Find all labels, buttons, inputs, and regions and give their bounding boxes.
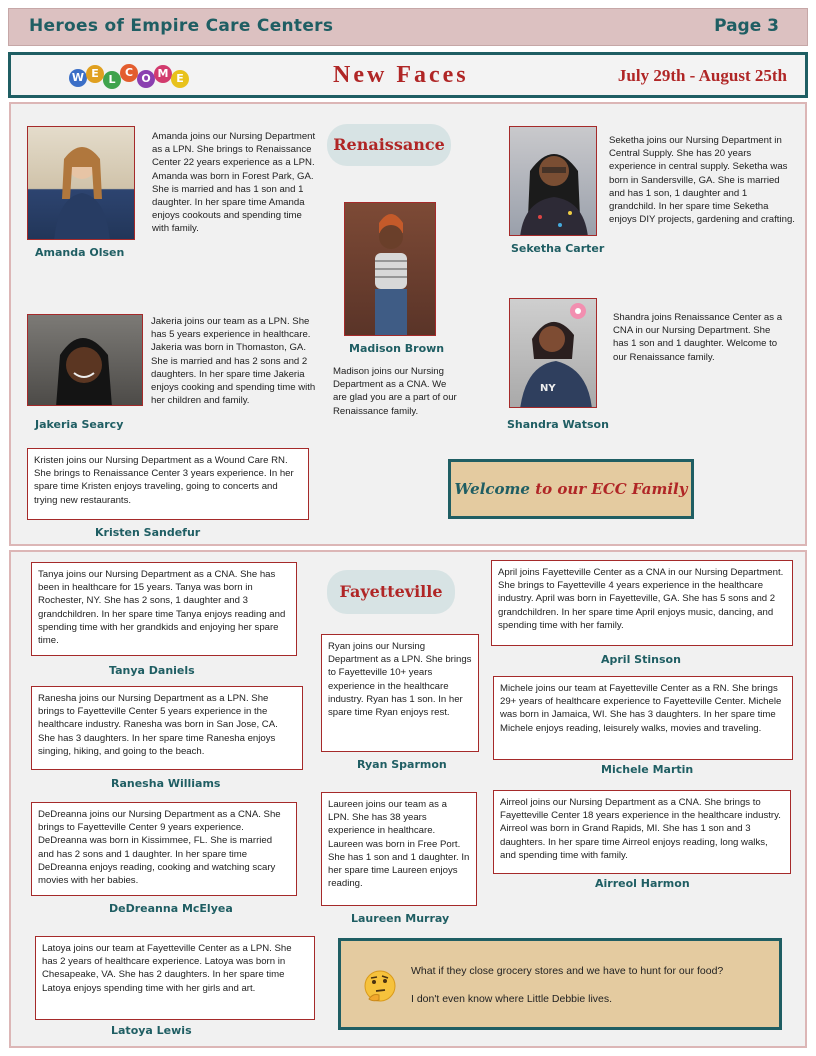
welcome-letter: L [103, 71, 121, 89]
april-name: April Stinson [601, 653, 681, 666]
dedreanna-bio: DeDreanna joins our Nursing Department as a CNA. She brings to Fayetteville Center 9 years experience. DeDreanna was born in Kissimmee, FL. She is married and has 2 sons and 1 daughter. In her spare time DeDreanna enjoys reading, cooking and watching scary movies with her babies. [31, 802, 297, 896]
welcome-letter: W [69, 69, 87, 87]
seketha-name: Seketha Carter [511, 242, 605, 255]
joke-box [338, 938, 782, 1030]
ryan-bio: Ryan joins our Nursing Department as a LPN. She brings to Fayetteville 10+ years experience in the healthcare industry. Ryan has 1 son. In her spare time Ryan enjoys rest. [321, 634, 479, 752]
ranesha-name: Ranesha Williams [111, 777, 221, 790]
jakeria-bio: Jakeria joins our team as a LPN. She has 5 years experience in healthcare. Jakeria was born in Thomaston, GA. She is married and has 2 sons and 2 daughters. In her spare time Jakeria enjoys cooking and spending time with her children and family. [151, 316, 316, 407]
page-title: New Faces [333, 62, 469, 88]
shandra-name: Shandra Watson [507, 418, 609, 431]
welcome-letter: O [137, 70, 155, 88]
michele-name: Michele Martin [601, 763, 694, 776]
welcome-letter: E [86, 65, 104, 83]
madison-name: Madison Brown [349, 342, 445, 355]
madison-bio: Madison joins our Nursing Department as a CNA. We are glad you are a part of our Renaissance family. [333, 366, 457, 417]
dedreanna-name: DeDreanna McElyea [109, 902, 233, 915]
portrait-icon [345, 203, 436, 336]
newsletter-header [8, 8, 808, 46]
tanya-bio: Tanya joins our Nursing Department as a CNA. She has been in healthcare for 15 years. Tanya was born in Rochester, NY. She has 2 sons, 1 daughter and 3 grandchildren. In her spare time Tanya enjoys reading and spending time with her grandkids and enjoying her spare time. [31, 562, 297, 656]
amanda-name: Amanda Olsen [35, 246, 125, 259]
fayetteville-section [9, 550, 807, 1048]
kristen-bio: Kristen joins our Nursing Department as a Wound Care RN. She brings to Renaissance Center 3 years experience. In her spare time Kristen enjoys traveling, going to concerts and trying new restaurants. [27, 448, 309, 520]
portrait-icon [28, 315, 143, 406]
welcome-balloons [69, 63, 199, 91]
ryan-name: Ryan Sparmon [357, 758, 447, 771]
fayetteville-heading: Fayetteville [327, 570, 455, 614]
ecc-welcome-text-2: to [535, 480, 558, 498]
laureen-name: Laureen Murray [351, 912, 450, 925]
seketha-photo [509, 126, 597, 236]
renaissance-heading: Renaissance [327, 124, 451, 166]
joke-line-1: What if they close grocery stores and we have to hunt for our food? [411, 965, 724, 977]
tanya-name: Tanya Daniels [109, 664, 195, 677]
latoya-bio: Latoya joins our team at Fayetteville Center as a LPN. She has 2 years of healthcare experience. Latoya was born in Chesapeake, VA. She has 2 daughters. In her spare time Latoya enjoys spending time with her girls and art. [35, 936, 315, 1020]
portrait-icon [510, 299, 597, 408]
seketha-bio: Seketha joins our Nursing Department in Central Supply. She has 20 years experience in central supply. Seketha was born in Sandersville, GA. She is married and has 1 son, 1 daughter and 1 grandchild. In her spare time Seketha enjoys DIY projects, gardening and crafting. [609, 135, 795, 226]
ecc-welcome-text-3: our ECC Family [557, 480, 688, 498]
date-range: July 29th - August 25th [617, 66, 787, 85]
portrait-icon [510, 127, 597, 236]
new-faces-banner [8, 52, 808, 98]
madison-photo [344, 202, 436, 336]
renaissance-section [9, 102, 807, 546]
page-number: Page 3 [714, 16, 779, 36]
thinking-face-icon [363, 969, 397, 1003]
welcome-letter: E [171, 70, 189, 88]
laureen-bio: Laureen joins our team as a LPN. She has 38 years experience in healthcare. Laureen was born in Free Port. She has 1 son and 1 daughter. In her spare time Laureen enjoys reading. [321, 792, 477, 906]
michele-bio: Michele joins our team at Fayetteville Center as a RN. She brings 29+ years of healthcare experience to Fayetteville Center. Michele was born in Jamaica, WI. She has 3 daughters. In her spare time Michele enjoys reading, leisurely walks, movies and traveling. [493, 676, 793, 760]
shandra-bio: Shandra joins Renaissance Center as a CNA in our Nursing Department. She has 1 son and 1 daughter. Welcome to our Renaissance family. [613, 312, 783, 363]
amanda-photo [27, 126, 135, 240]
portrait-icon [28, 127, 135, 240]
kristen-name: Kristen Sandefur [95, 526, 201, 539]
joke-line-2: I don't even know where Little Debbie lives. [411, 993, 613, 1005]
welcome-letter: C [120, 64, 138, 82]
ecc-welcome-box [448, 459, 694, 519]
jakeria-photo [27, 314, 143, 406]
april-bio: April joins Fayetteville Center as a CNA in our Nursing Department. She brings to Fayetteville 4 years experience in the healthcare industry. April was born in Fayetteville, GA. She has 5 sons and 2 grandchildren. In her spare time April enjoys music, dancing, and spending time with her family. [491, 560, 793, 646]
shandra-photo [509, 298, 597, 408]
latoya-name: Latoya Lewis [111, 1024, 192, 1037]
jakeria-name: Jakeria Searcy [35, 418, 124, 431]
newsletter-title: Heroes of Empire Care Centers [29, 16, 334, 36]
airreol-bio: Airreol joins our Nursing Department as a CNA. She brings to Fayetteville Center 18 years experience in the healthcare industry. Airreol was born in Grand Rapids, MI. She has 1 son and 3 daughters. In her spare time Airreol enjoys reading, long walks, and spending time with family. [493, 790, 791, 874]
amanda-bio: Amanda joins our Nursing Department as a LPN. She brings to Renaissance Center 22 years experience as a LPN. Amanda was born in Forest Park, GA. She is married and has 1 son and 1 daughter. In her spare time Amanda enjoys cookouts and spending time with family. [152, 131, 316, 235]
ranesha-bio: Ranesha joins our Nursing Department as a LPN. She brings to Fayetteville Center 5 years experience in the healthcare industry. Ranesha was born in San Jose, CA. She has 3 daughters. In her spare time Ranesha enjoys singing, hiking, and going to the beach. [31, 686, 303, 770]
svg-text:NY: NY [540, 383, 556, 394]
ecc-welcome-text-1: Welcome [454, 480, 536, 498]
airreol-name: Airreol Harmon [595, 877, 690, 890]
welcome-letter: M [154, 65, 172, 83]
